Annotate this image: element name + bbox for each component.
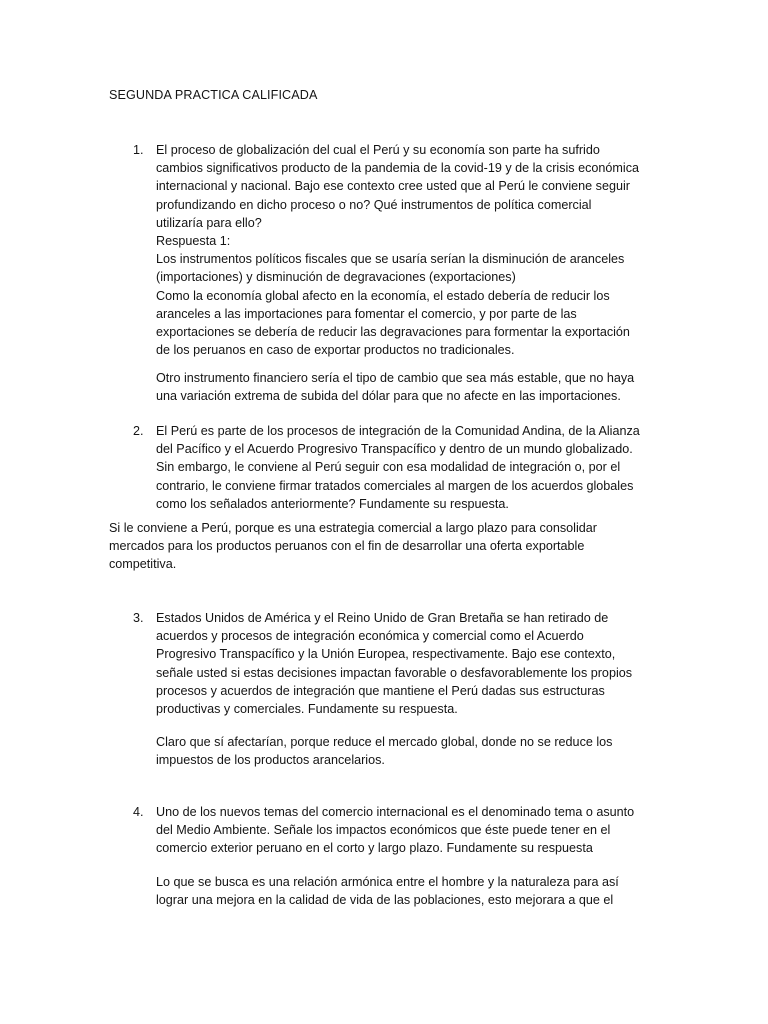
text-line: utilizaría para ello? xyxy=(156,215,262,230)
text-line: profundizando en dicho proceso o no? Qué instrumentos de política comercial xyxy=(156,197,592,212)
question-3-number: 3. xyxy=(133,611,144,625)
text-line: productivas y comerciales. Fundamente su respuesta. xyxy=(156,702,458,717)
answer-1-heading: Respuesta 1: xyxy=(156,234,231,249)
question-4-text xyxy=(156,803,666,858)
text-line: Sin embargo, le conviene al Perú seguir con esa modalidad de integración o, por el xyxy=(156,460,621,475)
answer-4-text xyxy=(156,873,666,909)
text-line: del Medio Ambiente. Señale los impactos económicos que éste puede tener en el xyxy=(156,823,611,838)
text-line: Como la economía global afecto en la economía, el estado debería de reducir los xyxy=(156,288,610,303)
text-line: mercados para los productos peruanos con el fin de desarrollar una oferta exportable xyxy=(109,539,585,554)
text-line: (importaciones) y disminución de degravaciones (exportaciones) xyxy=(156,270,516,285)
text-line: procesos y acuerdos de integración que mantiene el Perú dadas sus estructuras xyxy=(156,683,605,698)
text-line: competitiva. xyxy=(109,557,177,572)
text-line: cambios significativos producto de la pandemia de la covid-19 y de la crisis económica xyxy=(156,161,640,176)
text-line: El Perú es parte de los procesos de integración de la Comunidad Andina, de la Alianza xyxy=(156,424,640,438)
text-line: lograr una mejora en la calidad de vida de las poblaciones, esto mejorara a que el xyxy=(156,893,614,908)
text-line: una variación extrema de subida del dólar para que no afecte en las importaciones. xyxy=(156,389,621,404)
text-line: Otro instrumento financiero sería el tipo de cambio que sea más estable, que no haya xyxy=(156,371,635,385)
text-line: contrario, le conviene firmar tratados comerciales al margen de los acuerdos globales xyxy=(156,478,634,493)
text-line: impuestos de los productos arancelarios. xyxy=(156,753,385,768)
text-line: como los señalados anteriormente? Fundamente su respuesta. xyxy=(156,496,509,511)
question-1-text xyxy=(156,141,666,359)
answer-1-extra xyxy=(156,369,666,405)
question-3-text xyxy=(156,609,666,718)
text-line: del Pacífico y el Acuerdo Progresivo Transpacífico y dentro de un mundo globalizado. xyxy=(156,442,633,457)
text-line: Uno de los nuevos temas del comercio internacional es el denominado tema o asunto xyxy=(156,805,635,819)
text-line: Los instrumentos políticos fiscales que se usaría serían la disminución de aranceles xyxy=(156,252,625,267)
answer-2-text xyxy=(109,519,669,574)
text-line: Progresivo Transpacífico y la Unión Europea, respectivamente. Bajo ese contexto, xyxy=(156,647,616,662)
text-line: Estados Unidos de América y el Reino Unido de Gran Bretaña se han retirado de xyxy=(156,611,609,625)
text-line: Claro que sí afectarían, porque reduce el mercado global, donde no se reduce los xyxy=(156,735,613,749)
text-line: El proceso de globalización del cual el Perú y su economía son parte ha sufrido xyxy=(156,143,600,157)
text-line: aranceles a las importaciones para fomentar el comercio, y por parte de las xyxy=(156,306,577,321)
text-line: señale usted si estas decisiones impactan favorable o desfavorablemente los propios xyxy=(156,665,633,680)
text-line: exportaciones se debería de reducir las degravaciones para formentar la exportación xyxy=(156,325,630,340)
text-line: Si le conviene a Perú, porque es una estrategia comercial a largo plazo para consolidar xyxy=(109,521,597,535)
answer-3-text xyxy=(156,733,666,769)
question-2-text xyxy=(156,422,666,513)
text-line: internacional y nacional. Bajo ese contexto cree usted que al Perú le conviene seguir xyxy=(156,179,630,194)
question-1-number: 1. xyxy=(133,143,144,157)
text-line: Lo que se busca es una relación armónica entre el hombre y la naturaleza para así xyxy=(156,875,619,889)
question-4-number: 4. xyxy=(133,805,144,819)
document-title: SEGUNDA PRACTICA CALIFICADA xyxy=(109,88,318,102)
text-line: acuerdos y procesos de integración económica y comercial como el Acuerdo xyxy=(156,629,584,644)
text-line: de los peruanos en caso de exportar productos no tradicionales. xyxy=(156,343,515,358)
text-line: comercio exterior peruano en el corto y largo plazo. Fundamente su respuesta xyxy=(156,841,593,856)
question-2-number: 2. xyxy=(133,424,144,438)
